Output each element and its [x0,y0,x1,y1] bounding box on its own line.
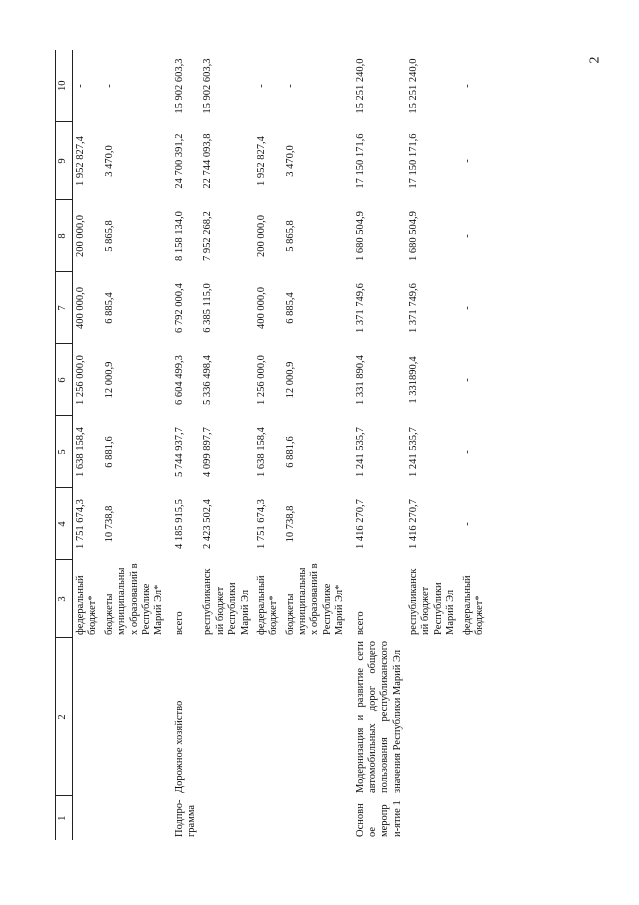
value-cell: - [461,159,473,163]
value-cell: 22 744 093,8 [202,133,214,189]
funding-source-cell: бюджеты муниципальных образований в Республике Марий Эл* [103,563,165,635]
value-cell: 1 680 504,9 [408,211,419,261]
table-body [73,50,489,840]
value-cell: 12 000,9 [103,361,115,399]
value-cell: 6 885,4 [103,292,115,324]
header-cell: 5 [56,416,73,488]
row-label-cell [283,796,349,840]
header-cell: 9 [56,122,73,200]
value-cell: 1 680 504,9 [354,211,366,261]
row-name-cell [406,638,460,796]
funding-source-cell: федеральный бюджет* [255,575,280,635]
table-row [102,50,168,840]
value-cell: 3 470,0 [284,145,296,177]
value-cell: 12 000,9 [284,361,296,399]
table-row [406,50,460,840]
value-cell: 4 185 915,5 [173,499,185,549]
header-cell: 2 [56,638,73,796]
value-cell: - [103,84,115,88]
value-cell: 200 000,0 [75,215,86,257]
value-cell: 5 865,8 [103,220,115,252]
value-cell: 1 256 000,0 [75,355,86,405]
value-cell: 6 881,6 [284,436,296,468]
row-label-cell [73,796,102,840]
row-label-cell [460,796,489,840]
row-label-cell [102,796,168,840]
header-cell: 10 [56,50,73,122]
value-cell: 5 336 498,4 [202,355,214,405]
table-row [349,50,407,840]
value-cell: 6 792 000,4 [173,283,185,333]
row-name-cell: Дорожное хозяйство [173,700,185,793]
row-label-cell [254,796,283,840]
table-row [200,50,254,840]
table-row [460,50,489,840]
value-cell: 5 865,8 [284,220,296,252]
header-cell: 8 [56,200,73,272]
value-cell: 17 150 171,6 [354,133,366,189]
value-cell: 6 385 115,0 [202,283,214,333]
table-row [283,50,349,840]
value-cell: - [461,378,473,382]
value-cell: - [461,522,473,526]
row-name-cell [200,638,254,796]
value-cell: 1 638 158,4 [255,427,267,477]
page-number: 2 [587,56,602,64]
funding-source-cell: всего [354,611,366,635]
value-cell: 2 423 502,4 [202,499,214,549]
value-cell: 1 952 827,4 [255,136,267,186]
value-cell: 15 902 603,3 [173,58,185,114]
funding-source-cell: республиканский бюджет Республики Марий Эл [408,568,457,635]
rotated-table-container [55,50,588,840]
header-cell: 1 [56,796,73,840]
value-cell: - [255,84,267,88]
value-cell: 6 881,6 [103,436,115,468]
value-cell: 10 738,8 [103,505,115,543]
header-cell: 4 [56,488,73,560]
value-cell: - [461,84,473,88]
table-row [73,50,102,840]
funding-source-cell: федеральный бюджет* [461,575,485,635]
value-cell: 17 150 171,6 [408,133,419,189]
funding-source-cell: федеральный бюджет* [75,575,99,635]
value-cell: 1 331890,4 [408,356,419,404]
header-cell: 6 [56,344,73,416]
value-cell: 15 902 603,3 [202,58,214,114]
value-cell: - [461,450,473,454]
table-row [254,50,283,840]
value-cell: 5 744 937,7 [173,427,185,477]
header-cell: 3 [56,560,73,638]
value-cell: 10 738,8 [284,505,296,543]
header-cell: 7 [56,272,73,344]
value-cell: 1 416 270,7 [408,499,419,549]
row-name-cell [460,638,489,796]
value-cell: 1 952 827,4 [75,136,86,186]
value-cell: 1 751 674,3 [75,499,86,549]
row-name-cell: Модернизация и развитие сети автомобильных дорог общего пользования республиканского значения Республики Марий Эл [354,641,403,793]
value-cell: 1 638 158,4 [75,427,86,477]
value-cell: 24 700 391,2 [173,133,185,189]
value-cell: 1 371 749,6 [354,283,366,333]
value-cell: 400 000,0 [255,287,267,329]
row-label-cell [406,796,460,840]
value-cell: 15 251 240,0 [354,58,366,114]
value-cell: 7 952 268,2 [202,211,214,261]
value-cell: 6 604 499,3 [173,355,185,405]
value-cell: - [284,84,296,88]
value-cell: - [75,84,86,88]
value-cell: 200 000,0 [255,215,267,257]
funding-source-cell: всего [173,611,185,635]
row-label-cell: Подпро-грамма [173,799,197,837]
value-cell: 400 000,0 [75,287,86,329]
value-cell: 1 416 270,7 [354,499,366,549]
value-cell: 1 256 000,0 [255,355,267,405]
value-cell: 1 371 749,6 [408,283,419,333]
header-row [56,50,73,840]
value-cell: 8 158 134,0 [173,211,185,261]
value-cell: - [461,306,473,310]
row-name-cell [283,638,349,796]
value-cell: 1 241 535,7 [354,427,366,477]
row-name-cell [73,638,102,796]
row-name-cell [254,638,283,796]
value-cell: 1 241 535,7 [408,427,419,477]
value-cell: 6 885,4 [284,292,296,324]
row-name-cell [102,638,168,796]
value-cell: 4 099 897,7 [202,427,214,477]
value-cell: 3 470,0 [103,145,115,177]
value-cell: 1 331 890,4 [354,355,366,405]
value-cell: - [461,234,473,238]
funding-source-cell: республиканский бюджет Республики Марий Эл [202,568,251,635]
row-label-cell: Основное меропри-ятие 1 [354,800,403,837]
row-label-cell [200,796,254,840]
value-cell: 15 251 240,0 [408,58,419,114]
value-cell: 1 751 674,3 [255,499,267,549]
funding-source-cell: бюджеты муниципальных образований в Республике Марий Эл* [284,563,346,635]
budget-table [55,50,488,840]
table-row [168,50,201,840]
